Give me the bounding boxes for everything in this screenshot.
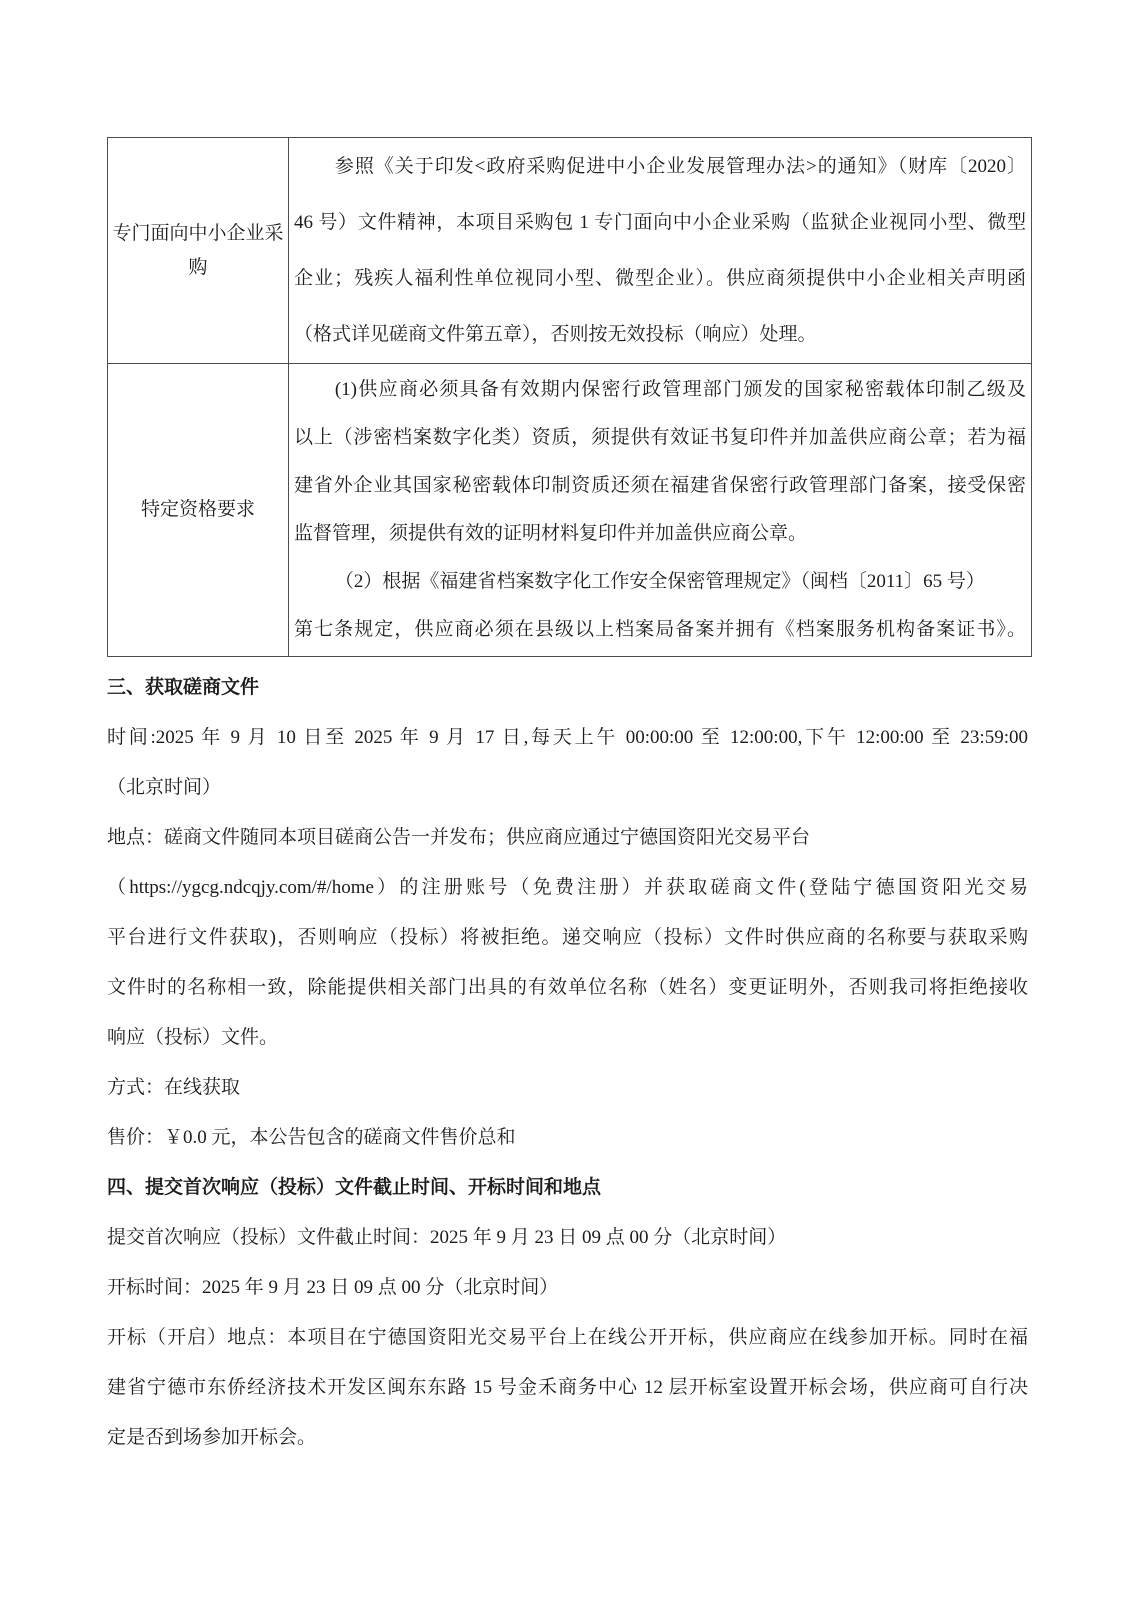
table-row-specific-qualification xyxy=(108,363,1031,656)
row-label-text: 特定资格要求 xyxy=(140,499,255,520)
table-cell-line: （格式详见磋商文件第五章），否则按无效投标（响应）处理。 xyxy=(294,323,817,345)
body-line-location: 地点：磋商文件随同本项目磋商公告一并发布；供应商应通过宁德国资阳光交易平台 xyxy=(107,827,811,848)
body-line-time-tz: （北京时间） xyxy=(107,777,222,798)
row-label-sme-procurement xyxy=(108,138,289,363)
body-line-opening-place-3: 定是否到场参加开标会。 xyxy=(107,1427,317,1448)
body-line-platform-rules-3: 响应（投标）文件。 xyxy=(107,1027,279,1048)
table-cell-line: 企业；残疾人福利性单位视同小型、微型企业）。供应商须提供中小企业相关声明函 xyxy=(294,267,1026,289)
body-line-opening-place-2: 建省宁德市东侨经济技术开发区闽东东路 15 号金禾商务中心 12 层开标室设置开标会场，供应商可自行决 xyxy=(107,1377,1028,1398)
table-cell-line: 以上（涉密档案数字化类）资质，须提供有效证书复印件并加盖供应商公章；若为福 xyxy=(294,427,1026,448)
table-cell-line: （2）根据《福建省档案数字化工作安全保密管理规定》（闽档〔2011〕65 号） xyxy=(334,571,985,592)
body-line-time: 时间:2025 年 9 月 10 日至 2025 年 9 月 17 日,每天上午 00:00:00 至 12:00:00,下午 12:00:00 至 23:59:00 xyxy=(107,727,1028,748)
body-line-method: 方式：在线获取 xyxy=(107,1077,241,1098)
section-heading-get-documents: 三、获取磋商文件 xyxy=(107,677,260,698)
body-line-opening-place-1: 开标（开启）地点：本项目在宁德国资阳光交易平台上在线公开开标，供应商应在线参加开标。同时在福 xyxy=(107,1327,1028,1348)
body-line-platform-rules-1: 平台进行文件获取)，否则响应（投标）将被拒绝。递交响应（投标）文件时供应商的名称要与获取采购 xyxy=(107,927,1028,948)
body-line-platform-url: （https://ygcg.ndcqjy.com/#/home）的注册账号（免费注册）并获取磋商文件(登陆宁德国资阳光交易 xyxy=(107,877,1028,898)
body-line-opening-time: 开标时间：2025 年 9 月 23 日 09 点 00 分（北京时间） xyxy=(107,1277,559,1298)
row-content-sme-procurement xyxy=(289,138,1031,363)
body-line-price: 售价：￥0.0 元，本公告包含的磋商文件售价总和 xyxy=(107,1127,516,1148)
body-line-submit-deadline: 提交首次响应（投标）文件截止时间：2025 年 9 月 23 日 09 点 00 分（北京时间） xyxy=(107,1227,787,1248)
table-cell-line: 监督管理，须提供有效的证明材料复印件并加盖供应商公章。 xyxy=(294,523,808,544)
table-cell-line: 第七条规定，供应商必须在县级以上档案局备案并拥有《档案服务机构备案证书》。 xyxy=(294,619,1026,640)
row-content-specific-qualification xyxy=(289,364,1031,656)
row-label-text: 专门面向中小企业采购 xyxy=(112,222,284,278)
table-row-sme-procurement xyxy=(108,138,1031,363)
table-cell-line: 建省外企业其国家秘密载体印制资质还须在福建省保密行政管理部门备案，接受保密 xyxy=(294,475,1026,496)
section-heading-deadline: 四、提交首次响应（投标）文件截止时间、开标时间和地点 xyxy=(107,1177,602,1198)
table-cell-line: 参照《关于印发<政府采购促进中小企业发展管理办法>的通知》（财库〔2020〕 xyxy=(334,155,1026,177)
table-cell-line: 46 号）文件精神，本项目采购包 1 专门面向中小企业采购（监狱企业视同小型、微型 xyxy=(294,211,1026,233)
qualification-table xyxy=(107,137,1032,657)
document-body xyxy=(107,663,1028,1463)
row-label-specific-qualification xyxy=(108,364,289,656)
body-line-platform-rules-2: 文件时的名称相一致，除能提供相关部门出具的有效单位名称（姓名）变更证明外，否则我司将拒绝接收 xyxy=(107,977,1028,998)
table-cell-line: (1)供应商必须具备有效期内保密行政管理部门颁发的国家秘密载体印制乙级及 xyxy=(334,379,1026,400)
